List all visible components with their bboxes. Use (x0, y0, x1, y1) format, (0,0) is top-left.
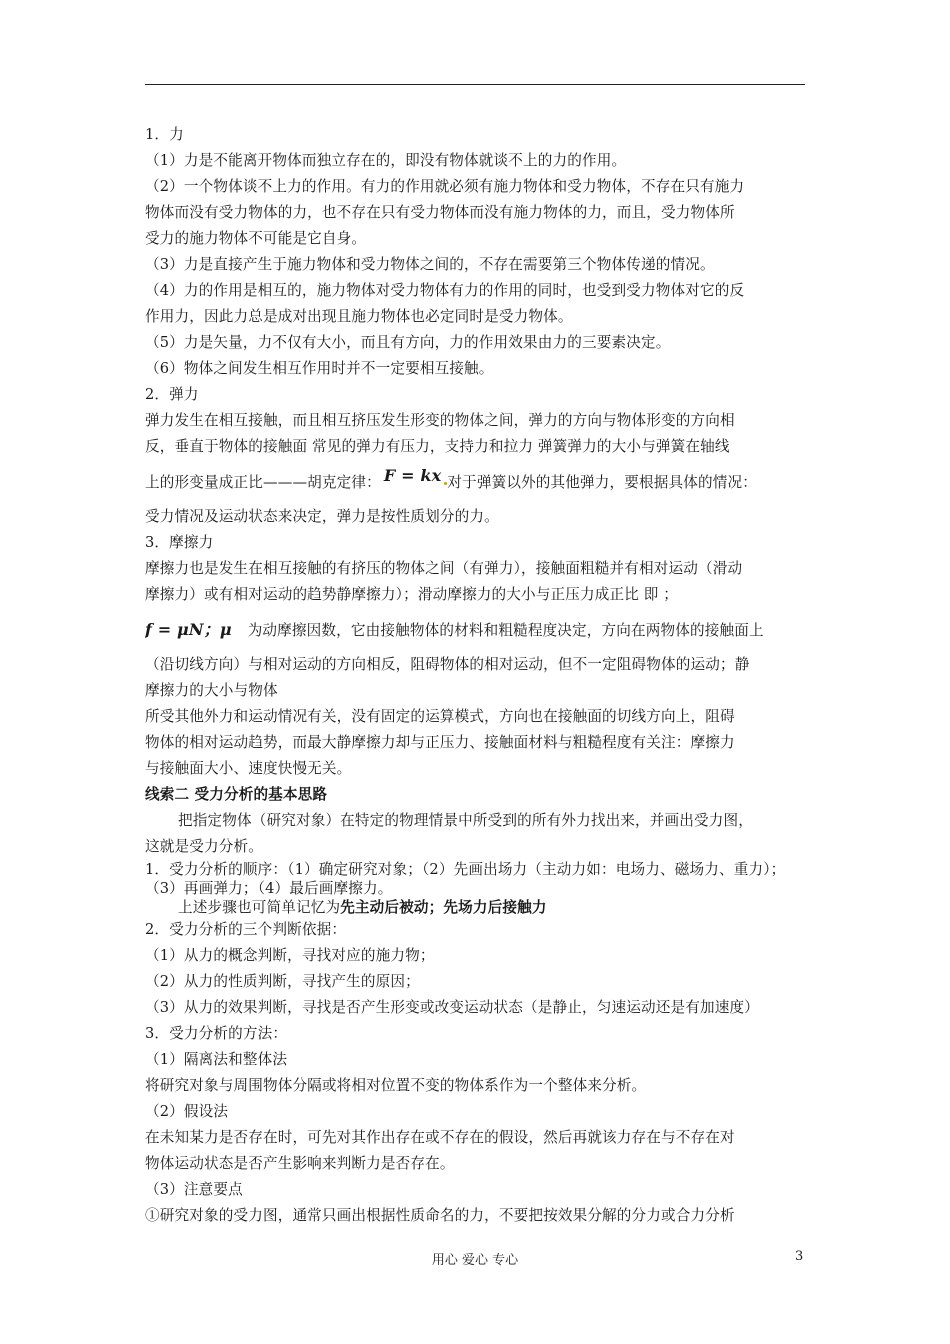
paragraph: 摩擦力的大小与物体 (145, 682, 278, 699)
paragraph: 物体而没有受力物体的力，也不存在只有受力物体而没有施力物体的力，而且，受力物体所 (145, 204, 735, 221)
paragraph: 与接触面大小、速度快慢无关。 (145, 760, 352, 777)
paragraph: （3）再画弹力；（4）最后画摩擦力。 (145, 880, 393, 897)
paragraph: （3）注意要点 (145, 1181, 243, 1198)
friction-formula: f = μN；μ (145, 620, 232, 639)
paragraph: （3）从力的效果判断，寻找是否产生形变或改变运动状态（是静止，匀速运动还是有加速度） (145, 999, 759, 1016)
paragraph: 物体运动状态是否产生影响来判断力是否存在。 (145, 1155, 455, 1172)
heading-methods: 3．受力分析的方法： (145, 1025, 288, 1042)
paragraph: （1）力是不能离开物体而独立存在的，即没有物体就谈不上的力的作用。 (145, 152, 627, 169)
page-footer: 用心 爱心 专心 (431, 1253, 519, 1268)
hooke-formula: F = kx (383, 466, 442, 485)
paragraph: （2）一个物体谈不上力的作用。有力的作用就必须有施力物体和受力物体，不存在只有施力 (145, 178, 745, 195)
paragraph: 1．受力分析的顺序：（1）确定研究对象；（2）先画出场力（主动力如：电场力、磁场力、重力）； (145, 861, 786, 878)
text: 上的形变量成正比———胡克定律： (145, 474, 381, 491)
paragraph: 弹力发生在相互接触，而且相互挤压发生形变的物体之间，弹力的方向与物体形变的方向相 (145, 412, 735, 429)
document-body (145, 122, 807, 1229)
paragraph: （3）力是直接产生于施力物体和受力物体之间的，不存在需要第三个物体传递的情况。 (145, 256, 715, 273)
paragraph: 在未知某力是否存在时，可先对其作出存在或不存在的假设，然后再就该力存在与不存在对 (145, 1129, 735, 1146)
heading-force: 1．力 (145, 126, 184, 143)
paragraph: （2）假设法 (145, 1103, 229, 1120)
paragraph: （2）从力的性质判断，寻找产生的原因； (145, 973, 420, 990)
paragraph: （沿切线方向）与相对运动的方向相反，阻碍物体的相对运动，但不一定阻碍物体的运动；静 (145, 656, 750, 673)
paragraph: 将研究对象与周围物体分隔或将相对位置不变的物体系作为一个整体来分析。 (145, 1077, 647, 1094)
paragraph: （1）隔离法和整体法 (145, 1051, 288, 1068)
memory-line (145, 898, 807, 917)
paragraph: 受力的施力物体不可能是它自身。 (145, 230, 367, 247)
paragraph: 受力情况及运动状态来决定，弹力是按性质划分的力。 (145, 508, 499, 525)
header-rule (145, 84, 805, 85)
paragraph: 作用力，因此力总是成对出现且施力物体也必定同时是受力物体。 (145, 308, 573, 325)
heading-elastic-force: 2．弹力 (145, 386, 199, 403)
paragraph: （4）力的作用是相互的，施力物体对受力物体有力的作用的同时，也受到受力物体对它的反 (145, 282, 745, 299)
paragraph: 摩擦力也是发生在相互接触的有挤压的物体之间（有弹力），接触面粗糙并有相对运动（滑动 (145, 560, 743, 577)
paragraph: 所受其他外力和运动情况有关，没有固定的运算模式，方向也在接触面的切线方向上，阻碍 (145, 708, 735, 725)
paragraph: 这就是受力分析。 (145, 838, 263, 855)
memory-tip: 先主动后被动；先场力后接触力 (340, 899, 547, 916)
text: 为动摩擦因数，它由接触物体的材料和粗糙程度决定，方向在两物体的接触面上 (247, 622, 764, 639)
text: 对于弹簧以外的其他弹力，要根据具体的情况： (447, 474, 757, 491)
paragraph: （6）物体之间发生相互作用时并不一定要相互接触。 (145, 360, 494, 377)
text: 上述步骤也可简单记忆为 (178, 899, 341, 916)
paragraph: 摩擦力）或有相对运动的趋势静摩擦力）；滑动摩擦力的大小与正压力成正比 即 ； (145, 586, 679, 603)
paragraph: ①研究对象的受力图，通常只画出根据性质命名的力，不要把按效果分解的分力或合力分析 (145, 1207, 735, 1224)
paragraph: （5）力是矢量，力不仅有大小，而且有方向，力的作用效果由力的三要素决定。 (145, 334, 671, 351)
heading-criteria: 2．受力分析的三个判断依据： (145, 921, 347, 938)
paragraph: 物体的相对运动趋势，而最大静摩擦力却与正压力、接触面材料与粗糙程度有关注：摩擦力 (145, 734, 735, 751)
friction-formula-line (145, 608, 807, 652)
paragraph: 反，垂直于物体的接触面 常见的弹力有压力，支持力和拉力 弹簧弹力的大小与弹簧在轴线 (145, 438, 730, 455)
paragraph: 把指定物体（研究对象）在特定的物理情景中所受到的所有外力找出来，并画出受力图， (178, 812, 754, 829)
hooke-law-line (145, 460, 807, 504)
section-heading-clue-two: 线索二 受力分析的基本思路 (145, 786, 328, 803)
heading-friction: 3．摩擦力 (145, 534, 214, 551)
page-number: 3 (795, 1249, 804, 1264)
paragraph: （1）从力的概念判断，寻找对应的施力物； (145, 947, 435, 964)
